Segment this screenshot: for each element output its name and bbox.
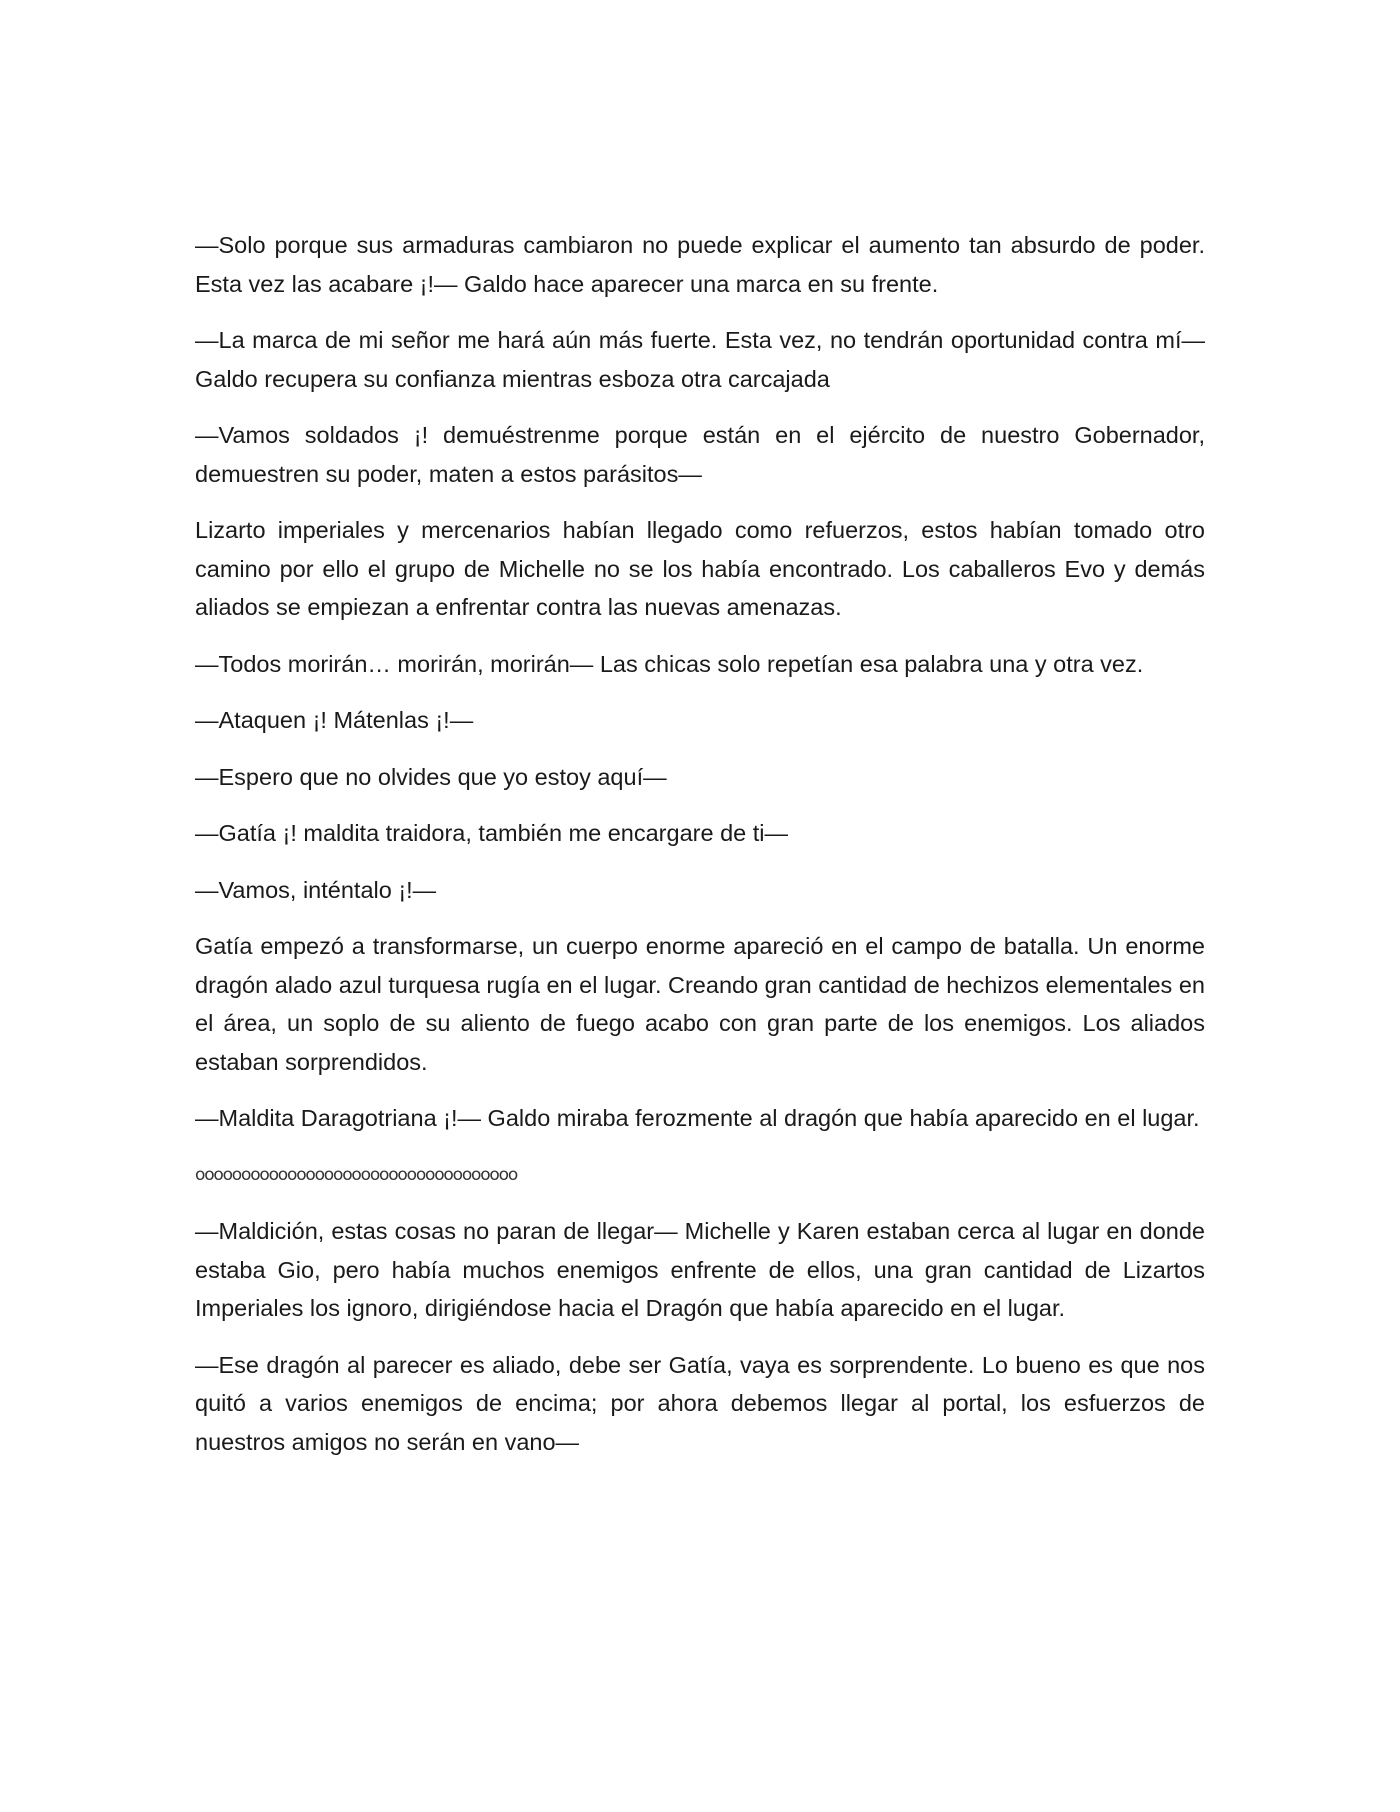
document-page: [195, 226, 1205, 1479]
paragraph: —Espero que no olvides que yo estoy aquí—: [195, 763, 667, 790]
paragraph: Lizarto imperiales y mercenarios habían llegado como refuerzos, estos habían tomado otro camino por ello el grupo de Michelle no se los había encontrado. Los caballeros Evo y demás aliados se empiezan a enfrentar contra las nuevas amenazas.: [195, 517, 1205, 620]
paragraph: —Todos morirán… morirán, morirán— Las chicas solo repetían esa palabra una y otra vez.: [195, 650, 1144, 677]
section-separator: ooooooooooooooooooooooooooooooooooo: [195, 1164, 518, 1185]
paragraph: —Vamos, inténtalo ¡!—: [195, 876, 437, 903]
paragraph: Gatía empezó a transformarse, un cuerpo enorme apareció en el campo de batalla. Un enorme dragón alado azul turquesa rugía en el lugar. Creando gran cantidad de hechizos elementales en el área, un soplo de su aliento de fuego acabo con gran parte de los enemigos. Los aliados estaban sorprendidos.: [195, 933, 1205, 1075]
paragraph: —Gatía ¡! maldita traidora, también me encargare de ti—: [195, 820, 788, 846]
paragraph: —Vamos soldados ¡! demuéstrenme porque están en el ejército de nuestro Gobernador, demuestren su poder, maten a estos parásitos—: [195, 422, 1205, 487]
paragraph: —Maldición, estas cosas no paran de llegar— Michelle y Karen estaban cerca al lugar en donde estaba Gio, pero había muchos enemigos enfrente de ellos, una gran cantidad de Lizartos Imperiales los ignoro, dirigiéndose hacia el Dragón que había aparecido en el lugar.: [195, 1218, 1205, 1321]
paragraph: —Solo porque sus armaduras cambiaron no puede explicar el aumento tan absurdo de poder. Esta vez las acabare ¡!— Galdo hace aparecer una marca en su frente.: [195, 232, 1205, 297]
paragraph: —Ataquen ¡! Mátenlas ¡!—: [195, 707, 474, 733]
paragraph: —Ese dragón al parecer es aliado, debe ser Gatía, vaya es sorprendente. Lo bueno es que nos quitó a varios enemigos de encima; por ahora debemos llegar al portal, los esfuerzos de nuestros amigos no serán en vano—: [195, 1351, 1205, 1455]
paragraph: —Maldita Daragotriana ¡!— Galdo miraba ferozmente al dragón que había aparecido en el lugar.: [195, 1105, 1200, 1131]
paragraph: —La marca de mi señor me hará aún más fuerte. Esta vez, no tendrán oportunidad contra mí— Galdo recupera su confianza mientras esboza otra carcajada: [195, 327, 1205, 392]
